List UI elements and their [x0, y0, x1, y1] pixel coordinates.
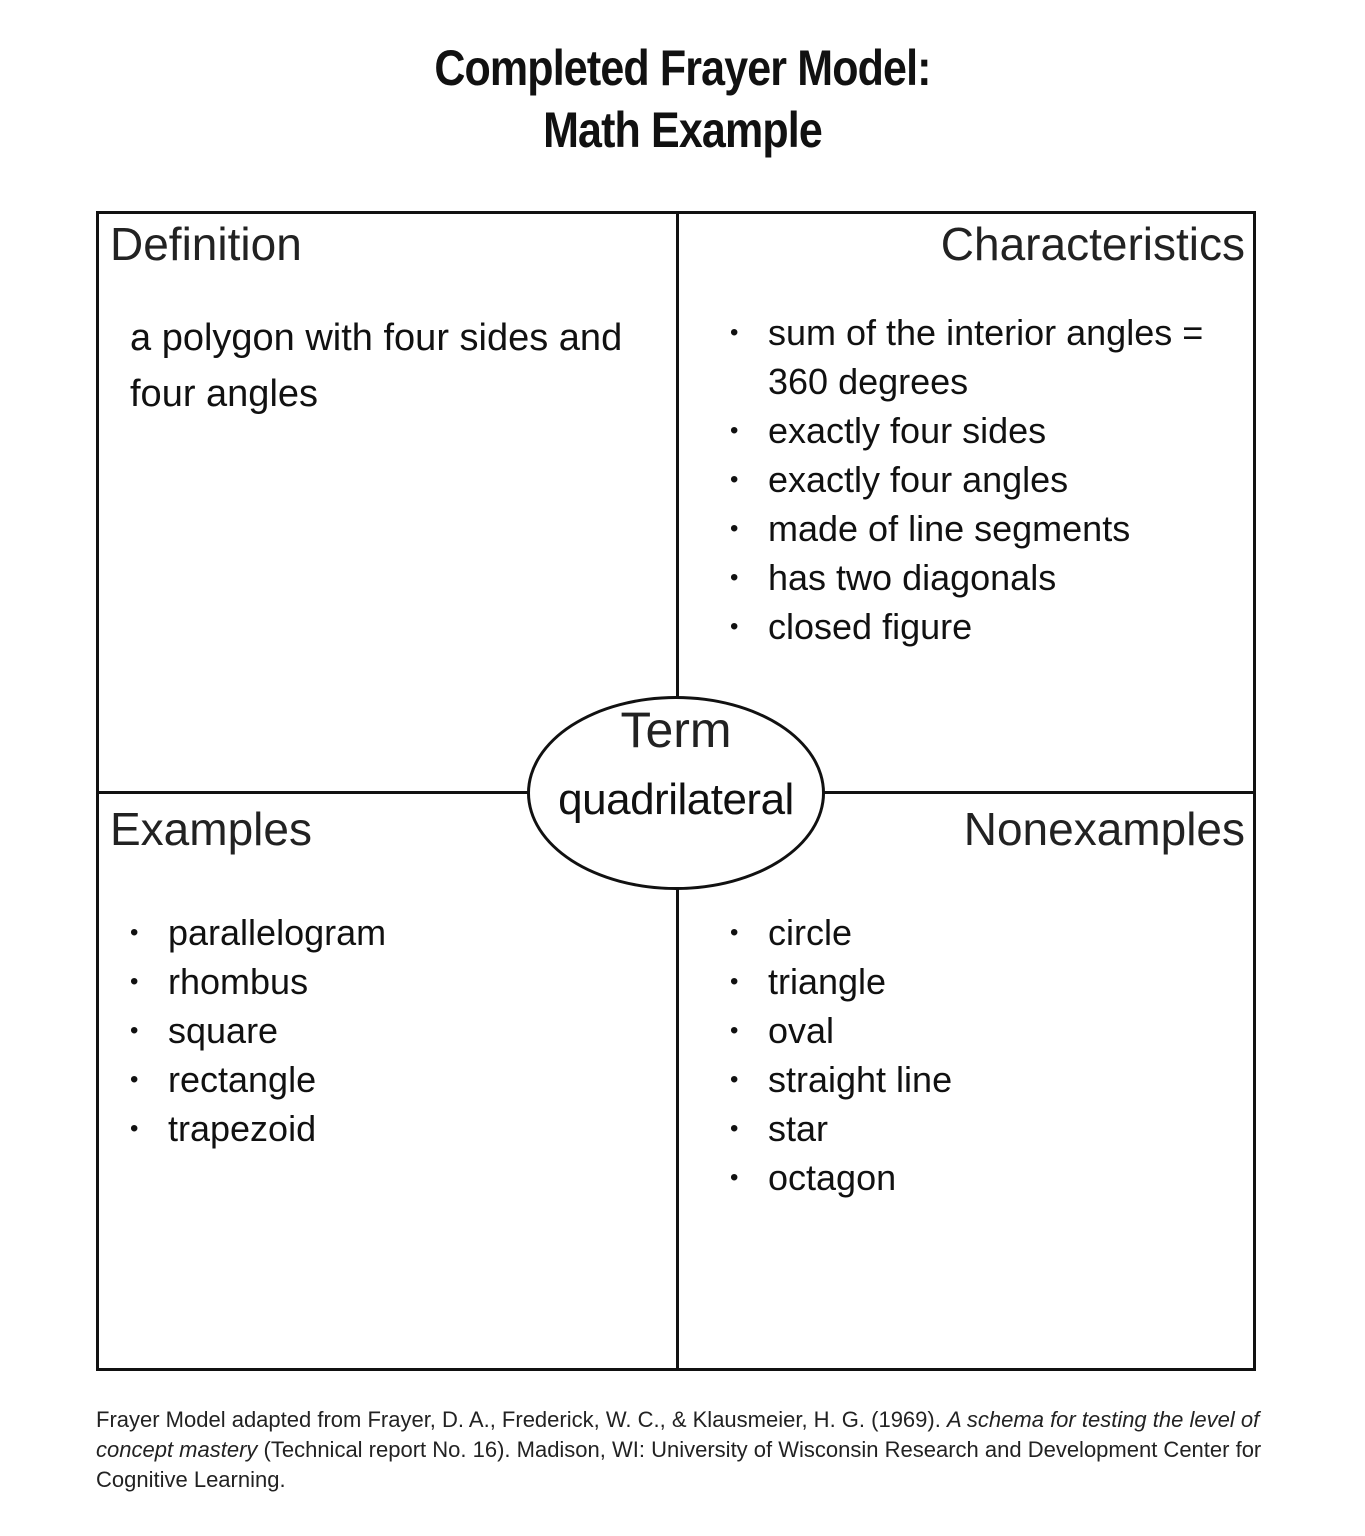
nonexamples-heading: Nonexamples	[963, 803, 1245, 855]
definition-heading: Definition	[110, 218, 302, 270]
term-value: quadrilateral	[558, 775, 794, 824]
list-item: • oval	[730, 1006, 1230, 1055]
list-item: • trapezoid	[130, 1104, 630, 1153]
list-item: • triangle	[730, 957, 1230, 1006]
characteristics-list	[730, 308, 1240, 651]
examples-list	[130, 908, 630, 1153]
divider-vertical-top	[676, 211, 679, 699]
citation-italic-title: A schema for testing the level of concept mastery	[96, 1407, 1260, 1462]
list-item: • rectangle	[130, 1055, 630, 1104]
list-item: • star	[730, 1104, 1230, 1153]
list-item: • made of line segments	[730, 504, 1240, 553]
page-title-line-1: Completed Frayer Model:	[434, 40, 931, 96]
citation	[96, 1405, 1296, 1495]
list-item: • parallelogram	[130, 908, 630, 957]
list-item: • closed figure	[730, 602, 1240, 651]
list-item: • straight line	[730, 1055, 1230, 1104]
list-item: • sum of the interior angles = 360 degrees	[730, 308, 1240, 406]
list-item: • exactly four sides	[730, 406, 1240, 455]
list-item: • has two diagonals	[730, 553, 1240, 602]
term-label: Term	[620, 702, 732, 758]
list-item: • circle	[730, 908, 1230, 957]
divider-horizontal-right	[822, 791, 1256, 794]
citation-text-1: Frayer Model adapted from Frayer, D. A., Frederick, W. C., & Klausmeier, H. G. (1969).	[96, 1407, 947, 1432]
list-item: • square	[130, 1006, 630, 1055]
divider-vertical-bottom	[676, 888, 679, 1371]
list-item: • octagon	[730, 1153, 1230, 1202]
page-title-line-2: Math Example	[543, 102, 822, 158]
characteristics-heading: Characteristics	[940, 218, 1245, 270]
citation-text-2: (Technical report No. 16). Madison, WI: University of Wisconsin Research and Development Center for Cognitive Learning.	[96, 1437, 1262, 1492]
nonexamples-list	[730, 908, 1230, 1202]
definition-text: a polygon with four sides and four angles	[130, 317, 623, 415]
list-item: • rhombus	[130, 957, 630, 1006]
divider-horizontal-left	[96, 791, 532, 794]
examples-heading: Examples	[110, 803, 312, 855]
list-item: • exactly four angles	[730, 455, 1240, 504]
